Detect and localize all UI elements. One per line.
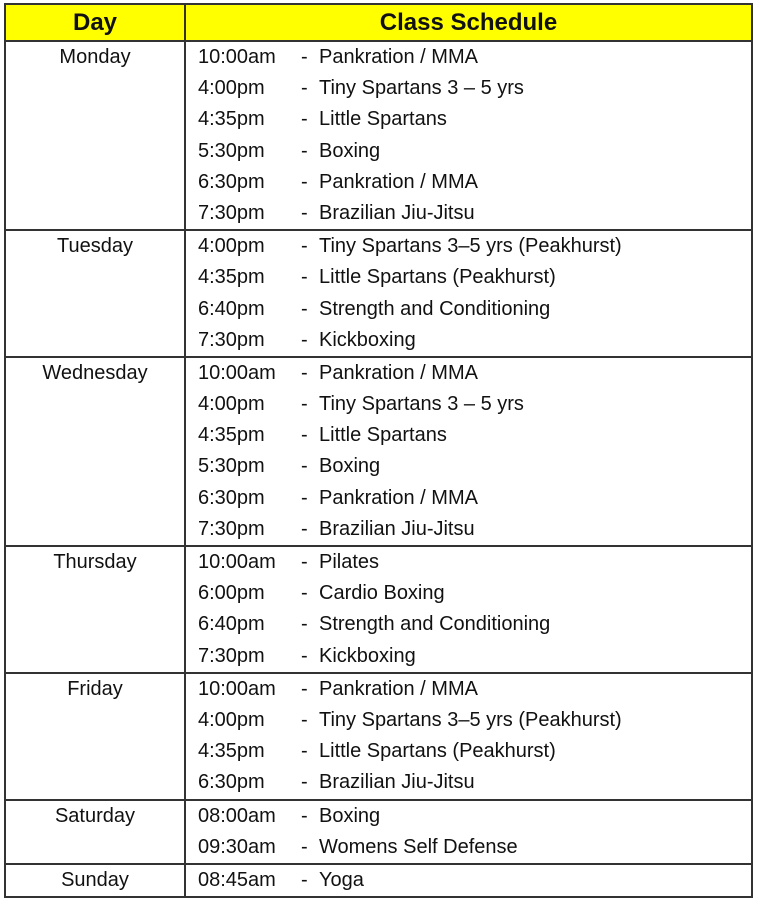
class-entry (198, 136, 751, 167)
day-label: Sunday (61, 868, 129, 891)
day-row (5, 864, 752, 897)
separator: - (301, 235, 308, 258)
class-entry (198, 325, 751, 356)
class-time: 4:00pm (198, 77, 265, 100)
day-row (5, 357, 752, 546)
class-name: Little Spartans (319, 424, 447, 447)
class-entry (198, 389, 751, 420)
class-name: Kickboxing (319, 328, 416, 351)
class-time: 10:00am (198, 46, 276, 68)
class-name: Tiny Spartans 3 – 5 yrs (319, 77, 524, 100)
class-name: Strength and Conditioning (319, 297, 551, 320)
class-name: Little Spartans (Peakhurst) (319, 740, 556, 763)
day-cell (5, 41, 185, 230)
class-time: 4:35pm (198, 266, 265, 289)
class-entry (198, 832, 751, 863)
classes-cell (185, 357, 752, 546)
classes-cell (185, 41, 752, 230)
day-cell (5, 673, 185, 800)
class-time: 4:35pm (198, 108, 265, 131)
day-label: Monday (59, 46, 131, 68)
separator: - (301, 170, 308, 193)
class-name: Strength and Conditioning (319, 613, 551, 636)
separator: - (301, 582, 308, 605)
class-name: Tiny Spartans 3–5 yrs (Peakhurst) (319, 235, 622, 258)
class-name: Boxing (319, 455, 381, 478)
separator: - (301, 868, 308, 891)
class-time: 6:30pm (198, 486, 265, 509)
class-time: 7:30pm (198, 517, 265, 540)
separator: - (301, 393, 308, 416)
class-entry (198, 104, 751, 135)
day-cell (5, 230, 185, 357)
class-name: Brazilian Jiu-Jitsu (319, 771, 475, 794)
class-entry (198, 865, 751, 896)
separator: - (301, 486, 308, 509)
header-row (5, 4, 752, 41)
class-name: Boxing (319, 804, 381, 827)
schedule-header: Class Schedule (185, 4, 752, 41)
class-name: Pankration / MMA (319, 677, 478, 700)
separator: - (301, 201, 308, 224)
separator: - (301, 804, 308, 827)
class-entry (198, 231, 751, 262)
separator: - (301, 328, 308, 351)
day-label: Saturday (54, 804, 136, 827)
day-cell (5, 800, 185, 864)
class-entry (198, 578, 751, 609)
classes-cell (185, 546, 752, 673)
separator: - (301, 613, 308, 636)
class-time: 4:35pm (198, 740, 265, 763)
schedule-table (4, 3, 753, 898)
class-time: 6:40pm (198, 613, 265, 636)
class-entry (198, 483, 751, 514)
class-name: Tiny Spartans 3–5 yrs (Peakhurst) (319, 708, 622, 731)
day-label: Wednesday (42, 361, 148, 384)
class-time: 7:30pm (198, 201, 265, 224)
class-entry (198, 42, 751, 73)
separator: - (301, 139, 308, 162)
class-time: 4:35pm (198, 424, 265, 447)
class-name: Yoga (319, 868, 364, 891)
class-time: 6:30pm (198, 771, 265, 794)
class-name: Tiny Spartans 3 – 5 yrs (319, 393, 524, 416)
day-row (5, 546, 752, 673)
day-row (5, 800, 752, 864)
class-time: 4:00pm (198, 393, 265, 416)
class-entry (198, 514, 751, 545)
day-header: Day (5, 4, 185, 41)
day-cell (5, 864, 185, 897)
separator: - (301, 424, 308, 447)
day-row (5, 230, 752, 357)
class-name: Kickboxing (319, 644, 416, 667)
class-name: Pankration / MMA (319, 486, 478, 509)
class-time: 10:00am (198, 551, 276, 573)
day-label: Tuesday (57, 235, 133, 258)
separator: - (301, 517, 308, 540)
separator: - (301, 46, 308, 68)
class-name: Brazilian Jiu-Jitsu (319, 517, 475, 540)
separator: - (301, 771, 308, 794)
class-entry (198, 294, 751, 325)
separator: - (301, 266, 308, 289)
class-time: 08:00am (198, 804, 276, 827)
class-time: 6:40pm (198, 297, 265, 320)
class-entry (198, 641, 751, 672)
class-entry (198, 801, 751, 832)
class-entry (198, 767, 751, 798)
separator: - (301, 297, 308, 320)
class-time: 7:30pm (198, 328, 265, 351)
class-entry (198, 198, 751, 229)
day-cell (5, 546, 185, 673)
separator: - (301, 361, 308, 384)
class-time: 10:00am (198, 361, 276, 384)
class-name: Boxing (319, 139, 381, 162)
separator: - (301, 644, 308, 667)
class-entry (198, 609, 751, 640)
day-cell (5, 357, 185, 546)
class-name: Little Spartans (319, 108, 447, 131)
class-entry (198, 167, 751, 198)
class-name: Pankration / MMA (319, 46, 478, 68)
classes-cell (185, 800, 752, 864)
classes-cell (185, 864, 752, 897)
class-time: 6:30pm (198, 170, 265, 193)
class-time: 09:30am (198, 835, 276, 858)
class-entry (198, 358, 751, 389)
class-time: 4:00pm (198, 235, 265, 258)
class-entry (198, 705, 751, 736)
day-label: Thursday (53, 551, 137, 573)
class-time: 5:30pm (198, 139, 265, 162)
class-entry (198, 73, 751, 104)
class-entry (198, 262, 751, 293)
class-entry (198, 547, 751, 578)
day-label: Friday (67, 677, 123, 700)
separator: - (301, 677, 308, 700)
class-name: Pankration / MMA (319, 361, 478, 384)
class-time: 6:00pm (198, 582, 265, 605)
separator: - (301, 455, 308, 478)
separator: - (301, 77, 308, 100)
class-entry (198, 674, 751, 705)
separator: - (301, 708, 308, 731)
class-time: 5:30pm (198, 455, 265, 478)
class-time: 10:00am (198, 677, 276, 700)
separator: - (301, 108, 308, 131)
class-time: 08:45am (198, 868, 276, 891)
day-row (5, 673, 752, 800)
class-name: Little Spartans (Peakhurst) (319, 266, 556, 289)
classes-cell (185, 673, 752, 800)
class-entry (198, 420, 751, 451)
separator: - (301, 551, 308, 573)
class-entry (198, 451, 751, 482)
class-name: Pilates (319, 551, 380, 573)
class-name: Cardio Boxing (319, 582, 445, 605)
separator: - (301, 740, 308, 763)
day-row (5, 41, 752, 230)
class-name: Brazilian Jiu-Jitsu (319, 201, 475, 224)
class-time: 4:00pm (198, 708, 265, 731)
classes-cell (185, 230, 752, 357)
separator: - (301, 835, 308, 858)
class-time: 7:30pm (198, 644, 265, 667)
class-name: Pankration / MMA (319, 170, 478, 193)
class-entry (198, 736, 751, 767)
class-name: Womens Self Defense (319, 835, 518, 858)
